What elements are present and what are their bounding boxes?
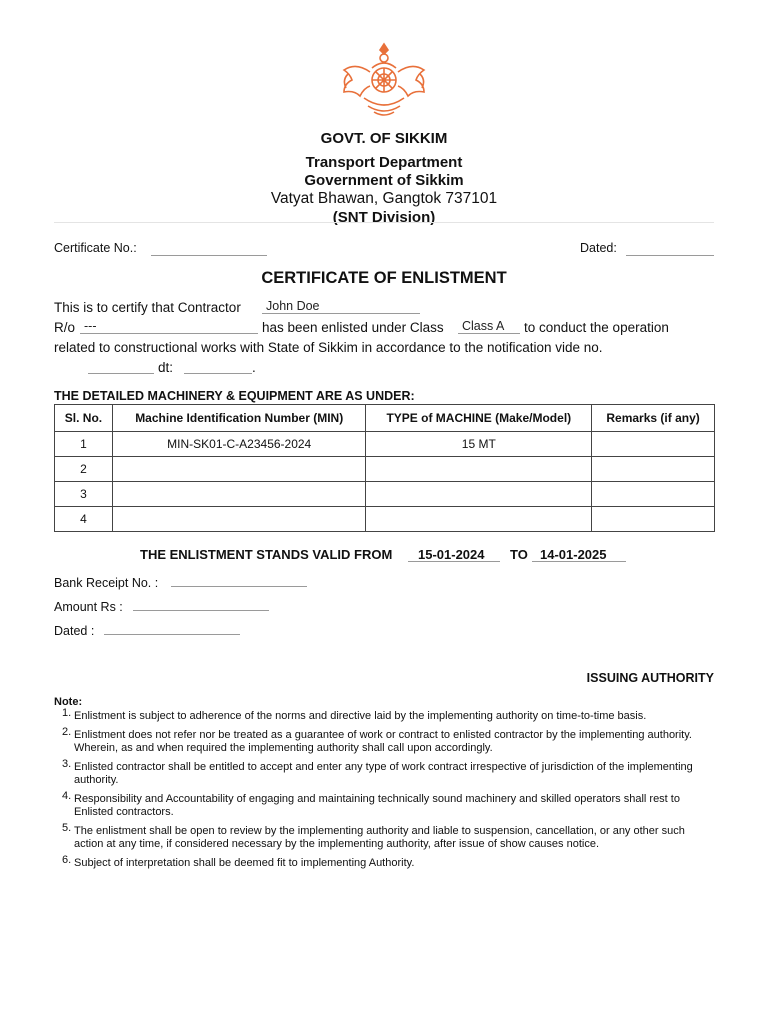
cell-type: [366, 457, 592, 482]
list-item: [62, 758, 712, 787]
validity-to-label: TO: [510, 547, 528, 562]
machinery-table: [54, 404, 715, 532]
address-line: Vatyat Bhawan, Gangtok 737101: [270, 190, 498, 207]
payment-dated-field: [104, 634, 240, 635]
ro-value: ---: [84, 319, 97, 333]
cell-sl-no: 1: [55, 432, 113, 457]
bank-receipt-label: Bank Receipt No. :: [54, 576, 159, 590]
amount-field: [133, 610, 269, 611]
dated-field: [626, 255, 714, 256]
bank-receipt-field: [171, 586, 307, 587]
cell-min: MIN-SK01-C-A23456-2024: [112, 432, 366, 457]
valid-from-line: [408, 561, 500, 562]
certificate-no-label: Certificate No.:: [54, 241, 137, 255]
list-item: [62, 790, 712, 819]
certify-text: This is to certify that Contractor: [54, 300, 241, 315]
table-row: [55, 457, 715, 482]
government-title: Government of Sikkim: [304, 172, 464, 189]
cell-type: 15 MT: [366, 432, 592, 457]
cell-min: [112, 482, 366, 507]
col-header-sl-no: Sl. No.: [55, 405, 113, 432]
validity-label: THE ENLISTMENT STANDS VALID FROM: [140, 547, 393, 562]
period: .: [252, 360, 256, 375]
notes-title: Note:: [54, 696, 83, 708]
note-text: Enlistment does not refer nor be treated as a guarantee of work or contract to enlisted contractor by the implementing authority. Wherein, as and when required the implementing authority shall call upon accordingly.: [74, 729, 692, 754]
note-number: 1.: [62, 707, 72, 719]
cell-remarks: [592, 432, 715, 457]
ro-line: [80, 333, 258, 334]
list-item: [62, 854, 712, 870]
list-item: [62, 726, 712, 755]
notification-date-line: [184, 373, 252, 374]
col-header-type: TYPE of MACHINE (Make/Model): [366, 405, 592, 432]
list-item: [62, 822, 712, 851]
machinery-section-title: THE DETAILED MACHINERY & EQUIPMENT ARE AS UNDER:: [54, 389, 415, 403]
note-text: The enlistment shall be open to review by the implementing authority and liable to suspension, cancellation, or any other such action at any time, if considered necessary by the implementing authority, after issue of show causes notice.: [74, 825, 685, 850]
note-number: 6.: [62, 854, 72, 866]
table-row: [55, 482, 715, 507]
notification-text: related to constructional works with State of Sikkim in accordance to the notification vide no.: [54, 340, 603, 355]
class-line: [458, 333, 520, 334]
ro-label: R/o: [54, 320, 76, 335]
contractor-name: John Doe: [266, 299, 320, 313]
cell-remarks: [592, 507, 715, 532]
cell-type: [366, 482, 592, 507]
contractor-line: [262, 313, 420, 314]
cell-sl-no: 2: [55, 457, 113, 482]
col-header-min: Machine Identification Number (MIN): [112, 405, 366, 432]
class-value: Class A: [462, 319, 505, 333]
certificate-no-field: [151, 255, 267, 256]
note-number: 2.: [62, 726, 72, 738]
note-number: 5.: [62, 822, 72, 834]
note-text: Subject of interpretation shall be deemed fit to implementing Authority.: [74, 857, 415, 869]
conduct-text: to conduct the operation: [524, 320, 669, 335]
amount-label: Amount Rs :: [54, 600, 123, 614]
payment-dated-label: Dated :: [54, 624, 95, 638]
notification-no-line: [88, 373, 154, 374]
certificate-title: CERTIFICATE OF ENLISTMENT: [261, 269, 507, 287]
col-header-remarks: Remarks (if any): [592, 405, 715, 432]
note-number: 3.: [62, 758, 72, 770]
cell-sl-no: 4: [55, 507, 113, 532]
cell-type: [366, 507, 592, 532]
enlisted-text: has been enlisted under Class: [262, 320, 444, 335]
issuing-authority: ISSUING AUTHORITY: [586, 671, 714, 685]
note-text: Responsibility and Accountability of engaging and maintaining technically sound machinery and skilled operators shall rest to Enlisted contractors.: [74, 793, 680, 818]
valid-to-line: [532, 561, 626, 562]
govt-title: GOVT. OF SIKKIM: [320, 130, 448, 147]
valid-from-date: 15-01-2024: [418, 547, 485, 562]
header-divider: [54, 222, 714, 223]
note-number: 4.: [62, 790, 72, 802]
table-header-row: [55, 405, 715, 432]
cell-remarks: [592, 482, 715, 507]
cell-sl-no: 3: [55, 482, 113, 507]
cell-min: [112, 457, 366, 482]
department-title: Transport Department: [305, 154, 463, 171]
note-text: Enlistment is subject to adherence of the norms and directive laid by the implementing authority on time-to-time basis.: [74, 710, 647, 722]
notes-list: [62, 707, 712, 876]
valid-to-date: 14-01-2025: [540, 547, 607, 562]
list-item: [62, 707, 712, 723]
note-text: Enlisted contractor shall be entitled to accept and enter any type of work contract irrespective of jurisdiction of the implementing authority.: [74, 761, 693, 786]
cell-remarks: [592, 457, 715, 482]
table-row: [55, 507, 715, 532]
division-title: (SNT Division): [332, 209, 436, 226]
state-emblem-icon: [334, 40, 434, 120]
cell-min: [112, 507, 366, 532]
dated-label: Dated:: [580, 241, 617, 255]
table-row: [55, 432, 715, 457]
dt-label: dt:: [158, 360, 174, 375]
